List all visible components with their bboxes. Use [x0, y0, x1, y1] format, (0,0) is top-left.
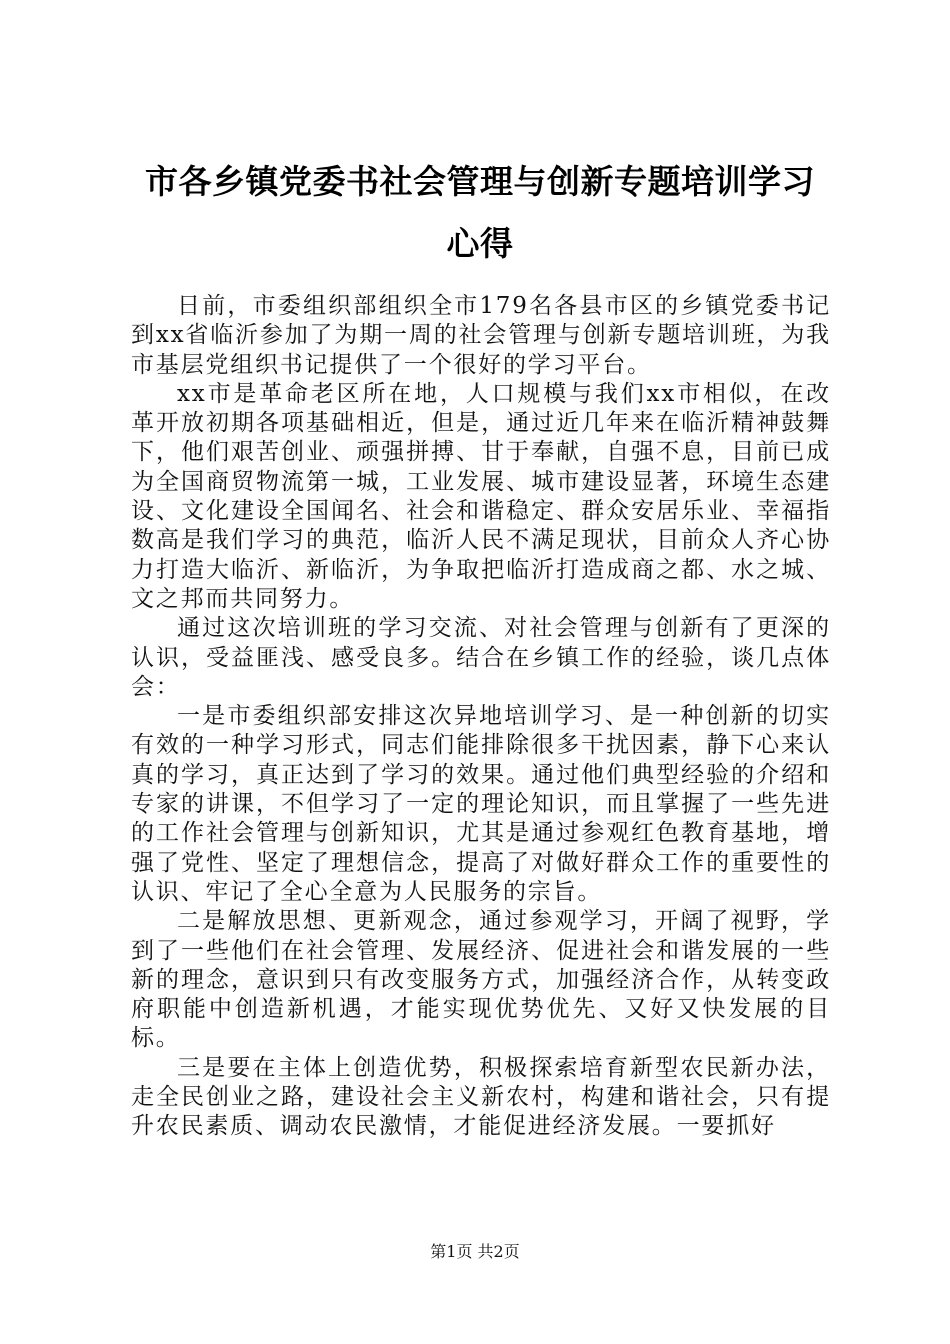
paragraph-2: xx市是革命老区所在地，人口规模与我们xx市相似，在改革开放初期各项基础相近，但是，通过近几年来在临沂精神鼓舞下，他们艰苦创业、顽强拼搏、甘于奉献，自强不息，目前已成为全国商贸物流第一城，工业发展、城市建设显著，环境生态建设、文化建设全国闻名、社会和谐稳定、群众安居乐业、幸福指数高是我们学习的典范，临沂人民不满足现状，目前众人齐心协力打造大临沂、新临沂，为争取把临沂打造成商之都、水之城、文之邦而共同努力。	[131, 380, 831, 612]
paragraph-5: 二是解放思想、更新观念，通过参观学习，开阔了视野，学到了一些他们在社会管理、发展经济、促进社会和谐发展的一些新的理念，意识到只有改变服务方式，加强经济合作，从转变政府职能中创造新机遇，才能实现优势优先、又好又快发展的目标。	[131, 908, 831, 1052]
paragraph-1: 日前，市委组织部组织全市179名各县市区的乡镇党委书记到xx省临沂参加了为期一周的社会管理与创新专题培训班，为我市基层党组织书记提供了一个很好的学习平台。	[131, 293, 831, 378]
paragraph-6: 三是要在主体上创造优势，积极探索培育新型农民新办法，走全民创业之路，建设社会主义新农村，构建和谐社会，只有提升农民素质、调动农民激情，才能促进经济发展。一要抓好	[131, 1054, 831, 1140]
document-title-line-1: 市各乡镇党委书社会管理与创新专题培训学习	[145, 162, 815, 201]
page-footer: 第1页 共2页	[430, 1242, 520, 1261]
paragraph-4: 一是市委组织部安排这次异地培训学习、是一种创新的切实有效的一种学习形式，同志们能排除很多干扰因素，静下心来认真的学习，真正达到了学习的效果。通过他们典型经验的介绍和专家的讲课，不但学习了一定的理论知识，而且掌握了一些先进的工作社会管理与创新知识，尤其是通过参观红色教育基地，增强了党性、坚定了理想信念，提高了对做好群众工作的重要性的认识、牢记了全心全意为人民服务的宗旨。	[131, 703, 831, 905]
document-title-line-2: 心得	[446, 224, 514, 263]
paragraph-3: 通过这次培训班的学习交流、对社会管理与创新有了更深的认识，受益匪浅、感受良多。结合在乡镇工作的经验，谈几点体会：	[131, 615, 831, 700]
document-body	[131, 292, 831, 1142]
